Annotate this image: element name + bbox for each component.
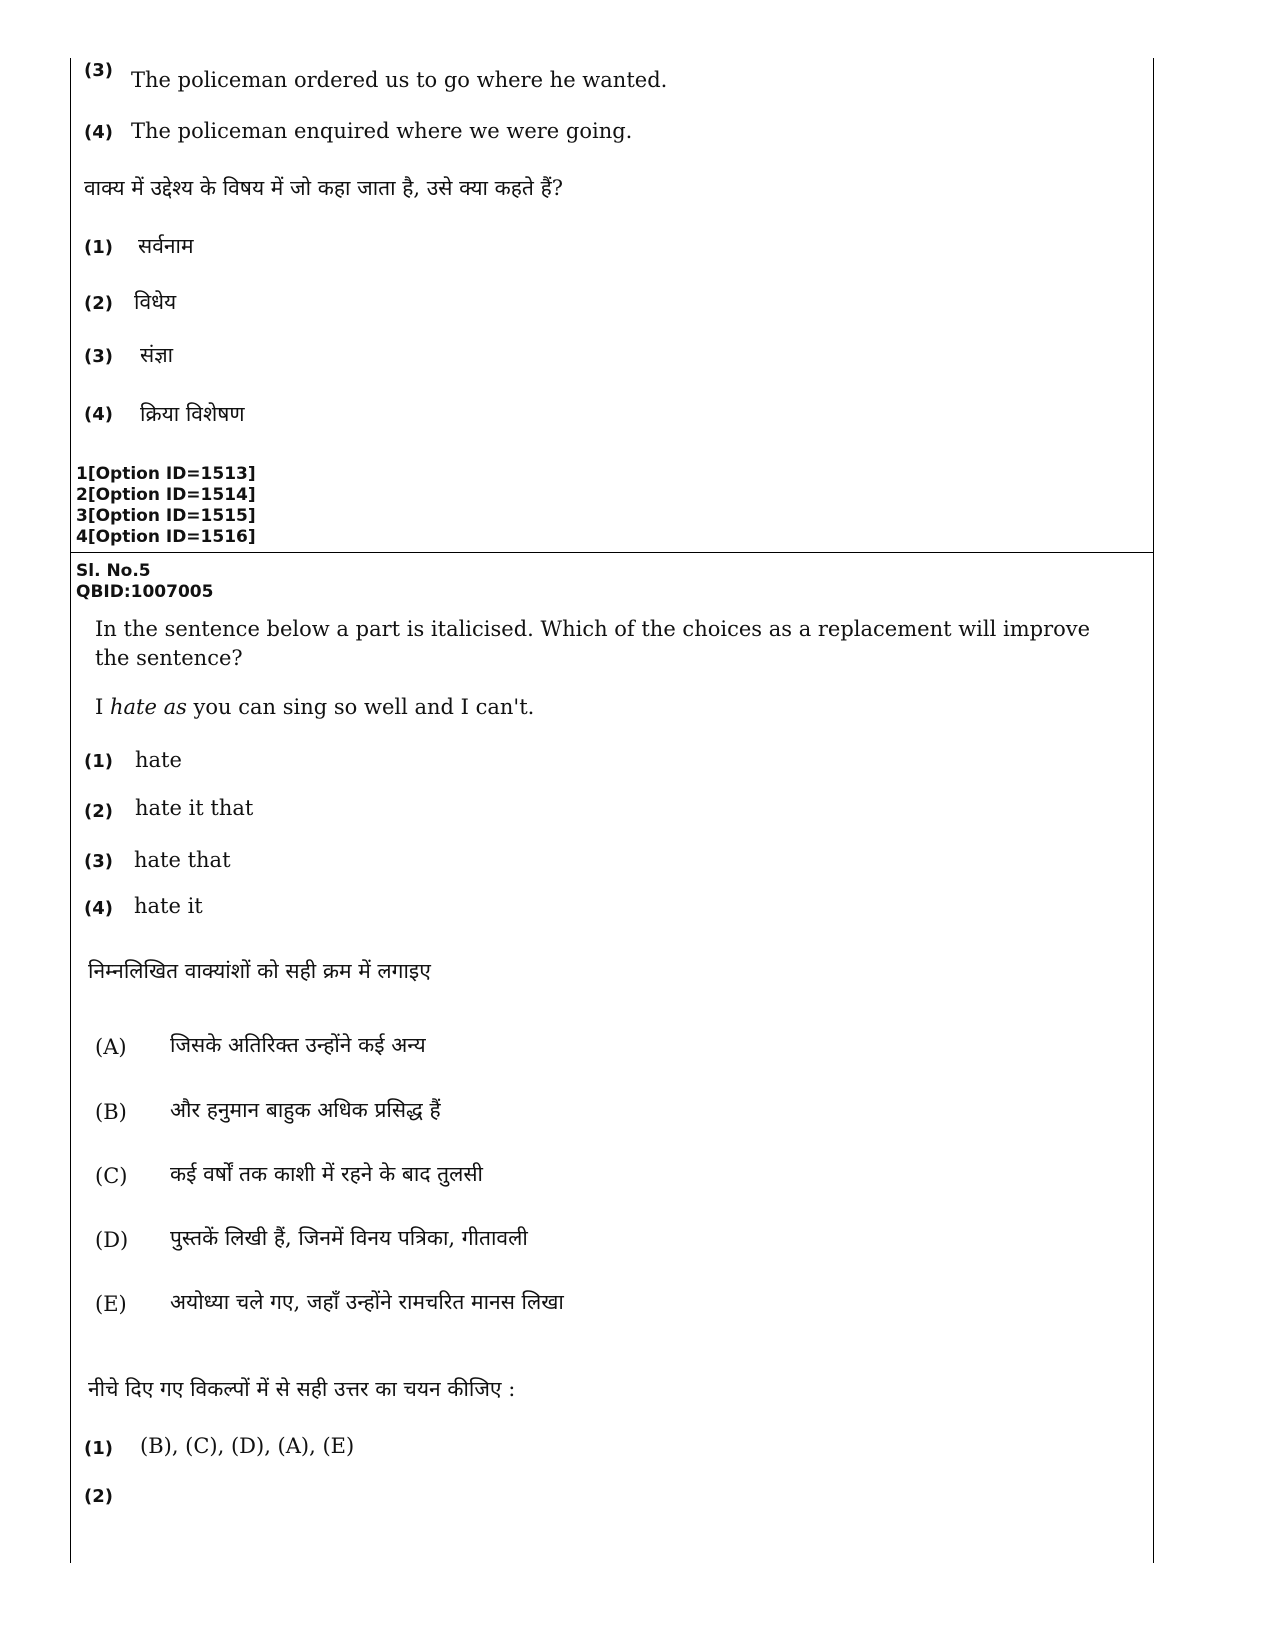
option-text: क्रिया विशेषण [140,402,245,426]
option-text: संज्ञा [140,343,174,367]
option-text: The policeman enquired where we were going. [131,119,633,143]
option-number: (4) [84,122,113,143]
option-id: 1[Option ID=1513] [76,464,256,484]
option-number: (4) [84,404,113,425]
option-number: (1) [84,751,113,772]
option-text: hate that [134,848,231,872]
part-label: (A) [95,1035,127,1059]
option-number: (2) [84,1486,113,1507]
option-number: (4) [84,898,113,919]
sentence-part: you can sing so well and I can't. [186,695,535,719]
right-border [1153,58,1154,1563]
part-text: पुस्तकें लिखी हैं, जिनमें विनय पत्रिका, गीतावली [170,1226,528,1250]
option-number: (1) [84,1438,113,1459]
option-text: सर्वनाम [138,234,194,258]
question-meta [76,561,213,603]
part-text: अयोध्या चले गए, जहाँ उन्होंने रामचरित मानस लिखा [170,1290,564,1314]
option-text: hate [135,748,182,772]
question-text: In the sentence below a part is italicised. Which of the choices as a replacement will improve the sentence? [95,617,1091,670]
option-number: (3) [84,851,113,872]
italic-part: hate as [109,695,187,719]
option-number: (2) [84,293,113,314]
option-id: 2[Option ID=1514] [76,485,256,505]
part-label: (D) [95,1228,129,1252]
option-text: hate it [134,894,203,918]
left-border [70,58,71,1563]
option-id: 4[Option ID=1516] [76,527,256,547]
option-id-list [76,464,256,548]
part-text: और हनुमान बाहुक अधिक प्रसिद्ध हैं [170,1098,441,1122]
part-label: (B) [95,1100,127,1124]
question-sentence [95,695,534,719]
question-text: वाक्य में उद्देश्य के विषय में जो कहा जाता है, उसे क्या कहते हैं? [84,176,563,200]
option-number: (3) [84,346,113,367]
option-number: (1) [84,237,113,258]
part-text: कई वर्षों तक काशी में रहने के बाद तुलसी [170,1162,483,1186]
sentence-part: I [95,695,110,719]
option-text: hate it that [135,796,254,820]
part-label: (E) [95,1292,127,1316]
qbid: QBID:1007005 [76,582,214,602]
option-number: (2) [84,801,113,822]
option-id: 3[Option ID=1515] [76,506,256,526]
question-divider [70,552,1154,553]
option-number: (3) [84,60,113,81]
part-label: (C) [95,1164,128,1188]
part-text: जिसके अतिरिक्त उन्होंने कई अन्य [170,1033,426,1057]
option-text: The policeman ordered us to go where he wanted. [131,68,668,92]
choose-instruction: नीचे दिए गए विकल्पों में से सही उत्तर का चयन कीजिए : [88,1377,516,1401]
option-text: विधेय [134,290,177,314]
serial-number: Sl. No.5 [76,561,151,581]
instruction-text: निम्नलिखित वाक्यांशों को सही क्रम में लगाइए [88,959,431,983]
option-text: (B), (C), (D), (A), (E) [140,1434,355,1458]
